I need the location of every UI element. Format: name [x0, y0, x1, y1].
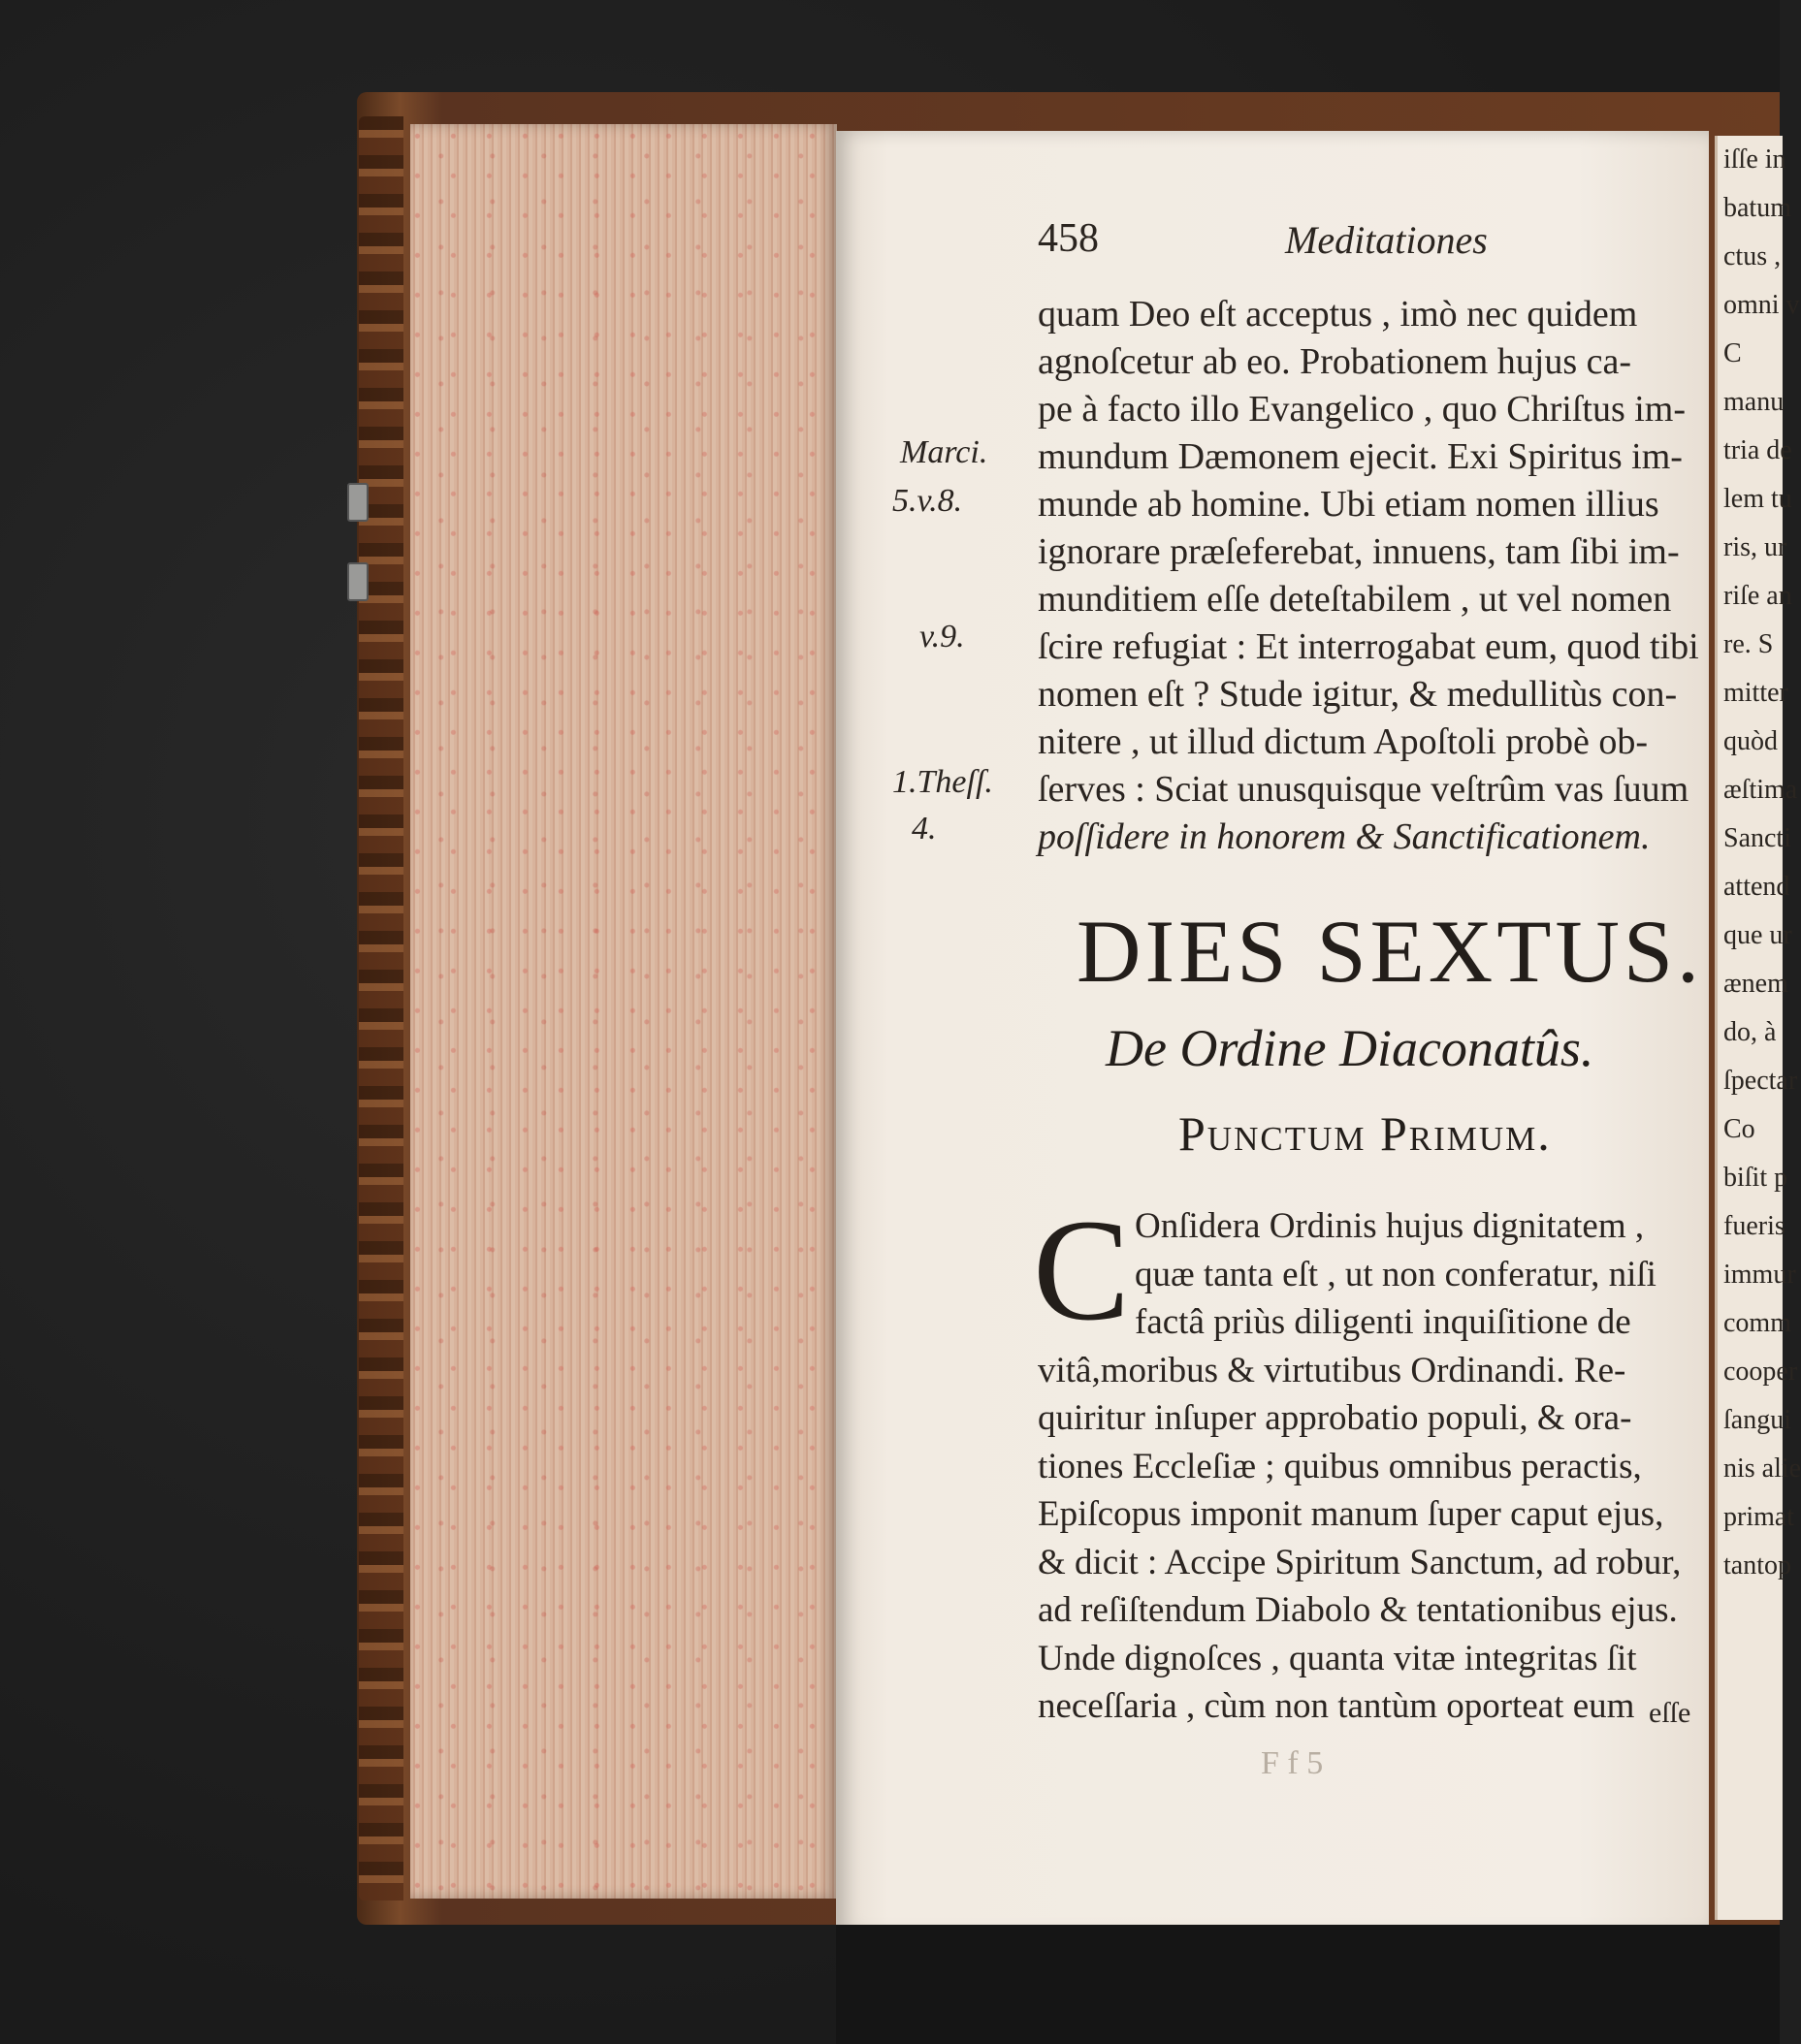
text-line: munditiem eſſe deteſtabilem , ut vel nomen — [1038, 579, 1672, 620]
facing-page-edge — [1715, 136, 1801, 1920]
text-line: vitâ,moribus & virtutibus Ordinandi. Re- — [1038, 1350, 1626, 1390]
text-line: nitere , ut illud dictum Apoſtoli probè ob- — [1038, 721, 1649, 762]
body-paragraph — [1038, 1202, 1697, 1731]
facing-page-fragment: Sancti — [1723, 823, 1791, 853]
running-head: Meditationes — [1285, 218, 1488, 262]
page-number: 458 — [1038, 216, 1099, 261]
text-line: Onſidera Ordinis hujus dignitatem , — [1135, 1206, 1645, 1246]
text-line: Epiſcopus imponit manum ſuper caput ejus, — [1038, 1494, 1664, 1534]
text-line: mundum Dæmonem ejecit. Exi Spiritus im- — [1038, 436, 1683, 477]
facing-page-fragment: riſe an — [1723, 581, 1792, 611]
facing-page-fragment: mitter — [1723, 678, 1788, 708]
facing-page-fragment: ſpectar — [1723, 1066, 1798, 1096]
facing-page-fragment: comm — [1723, 1308, 1791, 1338]
facing-page-fragment: attend — [1723, 872, 1790, 902]
facing-page-fragment: nis alie — [1723, 1453, 1801, 1484]
margin-note: Marci. — [900, 434, 988, 470]
facing-page-fragment: cooper — [1723, 1357, 1798, 1387]
cover-spine-edge — [359, 116, 403, 1900]
text-line: quæ tanta eſt , ut non conferatur, niſi — [1135, 1254, 1656, 1294]
facing-page-fragment: iſſe in — [1723, 144, 1786, 175]
text-line: neceſſaria , cùm non tantùm oporteat eum — [1038, 1686, 1635, 1726]
text-line: pe à facto illo Evangelico , quo Chriſtus im- — [1038, 389, 1687, 430]
facing-page-fragment: ſangui — [1723, 1405, 1791, 1435]
facing-page-fragment: quòd — [1723, 726, 1778, 756]
chapter-title: DIES SEXTUS. — [1077, 902, 1704, 1001]
facing-page-fragment: manu — [1723, 387, 1785, 417]
bottom-shadow — [836, 1925, 1780, 2044]
text-line: ſcire refugiat : Et interrogabat eum, quod tibi — [1038, 626, 1699, 667]
text-line: agnoſcetur ab eo. Probationem hujus ca- — [1038, 341, 1632, 382]
clasp-upper — [347, 483, 369, 522]
text-line: quam Deo eſt acceptus , imò nec quidem — [1038, 294, 1638, 335]
facing-page-fragment: ænem — [1723, 969, 1788, 999]
text-line: Unde dignoſces , quanta vitæ integritas ſit — [1038, 1638, 1637, 1678]
facing-page-fragment: fueris — [1723, 1211, 1785, 1241]
margin-note: v.9. — [919, 619, 965, 655]
drop-cap: C — [1033, 1190, 1131, 1351]
facing-page-fragment: æſtima — [1723, 775, 1798, 805]
body-text-top — [1038, 291, 1697, 861]
facing-page-fragment: lem tu — [1723, 484, 1792, 514]
text-line: poſſidere in honorem & Sanctificationem. — [1038, 816, 1651, 857]
facing-page-fragment: batum — [1723, 193, 1791, 223]
facing-page-fragment: omni v — [1723, 290, 1800, 320]
margin-note: 4. — [912, 811, 937, 846]
text-line: ſerves : Sciat unusquisque veſtrûm vas ſuum — [1038, 769, 1689, 810]
text-line: ad reſiſtendum Diabolo & tentationibus ejus. — [1038, 1590, 1678, 1630]
facing-page-fragment: C — [1723, 338, 1742, 368]
text-line: & dicit : Accipe Spiritum Sanctum, ad robur, — [1038, 1542, 1682, 1582]
text-line: ignorare præſeferebat, innuens, tam ſibi im- — [1038, 531, 1680, 572]
facing-page-fragment: Co — [1723, 1114, 1755, 1144]
text-line: munde ab homine. Ubi etiam nomen illius — [1038, 484, 1659, 525]
facing-page-fragment: immur — [1723, 1260, 1796, 1290]
clasp-lower — [347, 562, 369, 601]
chapter-subtitle: De Ordine Diaconatûs. — [1106, 1019, 1594, 1077]
page-block-edge — [410, 124, 837, 1899]
text-line: tiones Eccleſiæ ; quibus omnibus peractis, — [1038, 1446, 1642, 1486]
margin-note: 5.v.8. — [892, 483, 963, 519]
facing-page-fragment: primat — [1723, 1502, 1795, 1532]
text-line: quiritur inſuper approbatio populi, & ora- — [1038, 1398, 1632, 1438]
signature-mark: F f 5 — [1261, 1745, 1324, 1781]
text-line: nomen eſt ? Stude igitur, & medullitùs con- — [1038, 674, 1678, 715]
page-header — [1038, 215, 1542, 273]
facing-page-fragment: do, à — [1723, 1017, 1777, 1047]
facing-page-fragment: ris, ur — [1723, 532, 1787, 562]
text-line: factâ priùs diligenti inquiſitione de — [1135, 1302, 1631, 1342]
section-heading: Punctum Primum. — [1178, 1106, 1552, 1161]
facing-page-fragment: tria de — [1723, 435, 1792, 465]
facing-page-fragment: re. S — [1723, 629, 1774, 659]
facing-page-fragment: biſit p — [1723, 1163, 1788, 1193]
facing-page-fragment: que ur — [1723, 920, 1792, 950]
catchword: eſſe — [1649, 1697, 1691, 1729]
margin-note: 1.Theſſ. — [892, 764, 993, 800]
facing-page-fragment: ctus , — [1723, 241, 1782, 271]
facing-page-fragment: tantop — [1723, 1550, 1791, 1581]
